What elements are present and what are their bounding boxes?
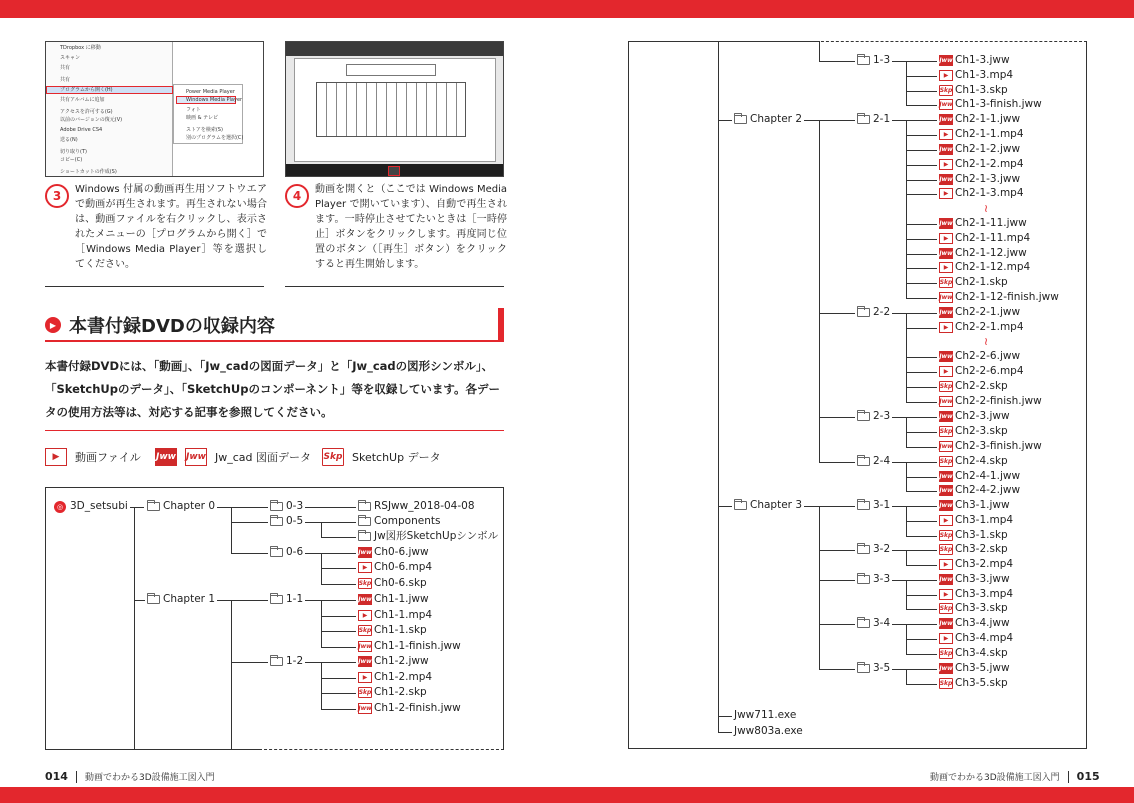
folder-icon — [857, 308, 870, 317]
legend-video-label: 動画ファイル — [75, 451, 141, 464]
file-mp4: ▶ Ch1-1.mp4 — [356, 609, 434, 622]
video-file-icon: ▶ — [939, 559, 953, 570]
box-top-line — [628, 41, 816, 42]
jww-symbol-icon: Jww — [185, 448, 207, 466]
file-skp: Skp Ch2-2.skp — [937, 380, 1010, 393]
jww-file-icon: Jww — [939, 665, 953, 672]
media-player-screenshot — [285, 41, 504, 177]
folder-1-3: 1-3 — [855, 54, 892, 67]
skp-file-icon: Skp — [939, 680, 953, 687]
folder-icon — [857, 575, 870, 584]
file-jww: Jww Ch2-3.jww — [937, 410, 1012, 423]
folder-chapter-1: Chapter 1 — [145, 593, 217, 606]
file-mp4: ▶ Ch0-6.mp4 — [356, 561, 434, 574]
video-file-icon: ▶ — [939, 70, 953, 81]
video-file-icon: ▶ — [358, 610, 372, 621]
folder-icon — [270, 502, 283, 511]
file-jww: Jww Ch2-1-2.jww — [937, 143, 1022, 156]
skp-file-icon: Skp — [322, 448, 344, 466]
folder-icon — [857, 501, 870, 510]
video-file-icon: ▶ — [939, 589, 953, 600]
jww-file-icon: Jww — [155, 448, 177, 466]
folder-chapter-3: Chapter 3 — [732, 499, 804, 512]
folder-icon — [857, 56, 870, 65]
folder-icon — [857, 545, 870, 554]
omission-mark: ≀ — [984, 202, 989, 215]
menu-item-open-with: プログラムから開く(H) — [60, 87, 113, 93]
file-skp: Skp Ch2-4.skp — [937, 455, 1010, 468]
file-mp4: ▶ Ch1-3.mp4 — [937, 69, 1015, 82]
legend-jw — [155, 448, 311, 466]
folder-3-2: 3-2 — [855, 543, 892, 556]
menu-item: コピー(C) — [60, 157, 83, 163]
omission-mark: ≀ — [984, 335, 989, 348]
legend-jw-label: Jw_cad 図面データ — [215, 451, 312, 464]
file-skp: Skp Ch1-1.skp — [356, 624, 429, 637]
file-exe: Jww711.exe — [734, 709, 797, 721]
folder-icon — [147, 502, 160, 511]
file-mp4: ▶ Ch3-2.mp4 — [937, 558, 1015, 571]
jww-file-icon: Jww — [939, 146, 953, 153]
folder-2-4: 2-4 — [855, 455, 892, 468]
video-file-icon: ▶ — [939, 129, 953, 140]
file-jww: Jww Ch2-1-12-finish.jww — [937, 291, 1061, 304]
jww-file-icon: Jww — [358, 658, 372, 665]
folder-icon — [857, 457, 870, 466]
folder-2-2: 2-2 — [855, 306, 892, 319]
video-file-icon: ▶ — [358, 672, 372, 683]
menu-item: 切り取り(T) — [60, 149, 87, 155]
video-file-icon: ▶ — [939, 366, 953, 377]
jww-file-icon: Jww — [939, 220, 953, 227]
submenu-item: Power Media Player — [186, 89, 235, 95]
folder-icon — [857, 115, 870, 124]
file-jww: Jww Ch2-1-3.jww — [937, 173, 1022, 186]
jww-file-icon: Jww — [939, 250, 953, 257]
root-folder: ◎ 3D_setsubi — [52, 500, 130, 513]
folder-0-3: 0-3 — [268, 500, 305, 513]
video-file-icon: ▶ — [939, 233, 953, 244]
folder-icon — [857, 412, 870, 421]
skp-file-icon: Skp — [939, 532, 953, 539]
skp-file-icon: Skp — [358, 580, 372, 587]
file-skp: Skp Ch3-2.skp — [937, 543, 1010, 556]
intro-paragraph: 本書付録DVDには、「動画」、「Jw_cadの図面データ」と「Jw_cadの図形シンボル」、「SketchUpのデータ」、「SketchUpのコンポーネント」等を収録しています。各データの使用方法等は、対応する記事を参照してください。 — [45, 359, 500, 419]
jww-file-icon: Jww — [939, 576, 953, 583]
file-jww: Jww Ch2-3-finish.jww — [937, 440, 1044, 453]
file-skp: Skp Ch3-5.skp — [937, 677, 1010, 690]
step-number: 4 — [285, 184, 309, 208]
folder-jw-symbols: Jw図形SketchUpシンボル — [356, 530, 500, 543]
right-footer — [930, 770, 1100, 783]
skp-file-icon: Skp — [939, 428, 953, 435]
book-title: 動画でわかる3D設備施工図入門 — [930, 773, 1060, 783]
folder-icon — [734, 115, 747, 124]
file-mp4: ▶ Ch2-1-1.mp4 — [937, 128, 1026, 141]
folder-1-1: 1-1 — [268, 593, 305, 606]
submenu-item-wmp: Windows Media Player — [186, 97, 243, 103]
dvd-icon: ◎ — [54, 501, 66, 513]
file-skp: Skp Ch2-1.skp — [937, 276, 1010, 289]
folder-2-1: 2-1 — [855, 113, 892, 126]
step-3 — [45, 182, 267, 272]
file-skp: Skp Ch1-3.skp — [937, 84, 1010, 97]
menu-item: アクセスを許可する(G) — [60, 109, 113, 115]
skp-file-icon: Skp — [358, 689, 372, 696]
video-file-icon: ▶ — [939, 188, 953, 199]
file-mp4: ▶ Ch3-1.mp4 — [937, 514, 1015, 527]
folder-icon — [857, 619, 870, 628]
box-top-dashed — [816, 41, 1087, 42]
divider — [45, 286, 264, 287]
video-file-icon: ▶ — [939, 515, 953, 526]
folder-icon — [358, 517, 371, 526]
folder-3-5: 3-5 — [855, 662, 892, 675]
folder-icon — [734, 501, 747, 510]
footer-divider — [1068, 771, 1069, 783]
file-skp: Skp Ch3-3.skp — [937, 602, 1010, 615]
legend-skp — [322, 448, 441, 466]
page-number: 015 — [1076, 770, 1100, 783]
file-jww: Jww Ch0-6.jww — [356, 546, 431, 559]
jww-file-icon: Jww — [939, 353, 953, 360]
folder-icon — [857, 664, 870, 673]
file-skp: Skp Ch2-3.skp — [937, 425, 1010, 438]
skp-file-icon: Skp — [939, 458, 953, 465]
jww-file-icon: Jww — [939, 176, 953, 183]
skp-file-icon: Skp — [939, 605, 953, 612]
jww-file-icon: Jww — [939, 57, 953, 64]
folder-chapter-2: Chapter 2 — [732, 113, 804, 126]
file-mp4: ▶ Ch2-1-12.mp4 — [937, 261, 1032, 274]
submenu-item: フォト — [186, 107, 201, 113]
legend-video — [45, 448, 141, 466]
jww-file-icon: Jww — [939, 101, 953, 108]
folder-chapter-0: Chapter 0 — [145, 500, 217, 513]
step-number: 3 — [45, 184, 69, 208]
folder-icon — [147, 595, 160, 604]
jww-file-icon: Jww — [939, 294, 953, 301]
file-jww: Jww Ch3-5.jww — [937, 662, 1012, 675]
legend-skp-label: SketchUp データ — [352, 451, 441, 464]
file-jww: Jww Ch2-2-1.jww — [937, 306, 1022, 319]
folder-rsjww: RSJww_2018-04-08 — [356, 500, 477, 513]
jww-file-icon: Jww — [939, 443, 953, 450]
file-jww: Jww Ch1-3-finish.jww — [937, 98, 1044, 111]
file-jww: Jww Ch2-2-6.jww — [937, 350, 1022, 363]
skp-file-icon: Skp — [939, 383, 953, 390]
file-jww: Jww Ch1-1.jww — [356, 593, 431, 606]
folder-3-1: 3-1 — [855, 499, 892, 512]
file-mp4: ▶ Ch3-4.mp4 — [937, 632, 1015, 645]
menu-item: TDropbox に移動 — [60, 45, 101, 51]
file-jww: Jww Ch2-4-2.jww — [937, 484, 1022, 497]
folder-icon — [270, 657, 283, 666]
divider — [285, 286, 504, 287]
section-title: 本書付録DVDの収録内容 — [69, 316, 275, 337]
divider — [45, 430, 504, 431]
folder-icon — [358, 532, 371, 541]
menu-item: 共有アルバムに追加 — [60, 97, 105, 103]
folder-3-3: 3-3 — [855, 573, 892, 586]
jww-file-icon: Jww — [358, 549, 372, 556]
page-number: 014 — [45, 770, 68, 783]
folder-icon — [270, 548, 283, 557]
bottom-red-band — [0, 787, 1134, 803]
jww-file-icon: Jww — [939, 487, 953, 494]
video-file-icon: ▶ — [45, 448, 67, 466]
file-jww: Jww Ch3-1.jww — [937, 499, 1012, 512]
file-mp4: ▶ Ch2-1-11.mp4 — [937, 232, 1032, 245]
menu-item: 送る(N) — [60, 137, 78, 143]
file-skp: Skp Ch3-1.skp — [937, 529, 1010, 542]
file-mp4: ▶ Ch2-2-1.mp4 — [937, 321, 1026, 334]
skp-file-icon: Skp — [358, 627, 372, 634]
folder-3-4: 3-4 — [855, 617, 892, 630]
folder-icon — [270, 517, 283, 526]
submenu-item: 映画 & テレビ — [186, 115, 218, 121]
file-skp: Skp Ch3-4.skp — [937, 647, 1010, 660]
top-red-band — [0, 0, 1134, 18]
play-circle-icon: ▶ — [45, 317, 61, 333]
menu-item: Adobe Drive CS4 — [60, 127, 103, 133]
video-file-icon: ▶ — [939, 633, 953, 644]
left-footer — [45, 770, 215, 783]
submenu-item: ストアを検索(S) — [186, 127, 223, 133]
file-jww: Jww Ch1-2-finish.jww — [356, 702, 463, 715]
skp-file-icon: Skp — [939, 650, 953, 657]
jww-file-icon: Jww — [939, 473, 953, 480]
menu-item: 共有 — [60, 77, 71, 83]
file-jww: Jww Ch2-2-finish.jww — [937, 395, 1044, 408]
video-file-icon: ▶ — [939, 262, 953, 273]
menu-item: スキャン — [60, 55, 81, 61]
step-text: Windows 付属の動画再生用ソフトウエアで動画が再生されます。再生されない場合は、動画ファイルを右クリックし、表示されたメニューの［プログラムから開く］で［Windows Media Player］等を選択してください。 — [75, 184, 267, 270]
section-header — [45, 308, 504, 342]
jww-file-icon: Jww — [358, 705, 372, 712]
video-file-icon: ▶ — [939, 159, 953, 170]
file-jww: Jww Ch1-3.jww — [937, 54, 1012, 67]
jww-file-icon: Jww — [939, 413, 953, 420]
folder-1-2: 1-2 — [268, 655, 305, 668]
jww-file-icon: Jww — [939, 309, 953, 316]
submenu-item: 別のプログラムを選択(C) — [186, 135, 244, 141]
context-menu-screenshot — [45, 41, 264, 177]
file-mp4: ▶ Ch2-2-6.mp4 — [937, 365, 1026, 378]
file-jww: Jww Ch3-4.jww — [937, 617, 1012, 630]
skp-file-icon: Skp — [939, 546, 953, 553]
file-jww: Jww Ch3-3.jww — [937, 573, 1012, 586]
file-mp4: ▶ Ch2-1-2.mp4 — [937, 158, 1026, 171]
file-skp: Skp Ch0-6.skp — [356, 577, 429, 590]
file-jww: Jww Ch1-2.jww — [356, 655, 431, 668]
folder-icon — [358, 502, 371, 511]
file-skp: Skp Ch1-2.skp — [356, 686, 429, 699]
jww-file-icon: Jww — [939, 502, 953, 509]
jww-file-icon: Jww — [358, 643, 372, 650]
menu-item: 共有 — [60, 65, 71, 71]
video-file-icon: ▶ — [358, 562, 372, 573]
file-jww: Jww Ch1-1-finish.jww — [356, 640, 463, 653]
folder-0-6: 0-6 — [268, 546, 305, 559]
folder-components: Components — [356, 515, 442, 528]
jww-file-icon: Jww — [939, 116, 953, 123]
file-jww: Jww Ch2-1-12.jww — [937, 247, 1029, 260]
skp-file-icon: Skp — [939, 87, 953, 94]
folder-icon — [270, 595, 283, 604]
skp-file-icon: Skp — [939, 279, 953, 286]
folder-0-5: 0-5 — [268, 515, 305, 528]
footer-divider — [76, 771, 77, 783]
file-mp4: ▶ Ch3-3.mp4 — [937, 588, 1015, 601]
step-4 — [285, 182, 507, 272]
jww-file-icon: Jww — [939, 620, 953, 627]
menu-item: ショートカットの作成(S) — [60, 169, 117, 175]
box-bottom-dashed — [259, 749, 504, 750]
file-jww: Jww Ch2-1-1.jww — [937, 113, 1022, 126]
file-mp4: ▶ Ch2-1-3.mp4 — [937, 187, 1026, 200]
step-text: 動画を開くと（ここでは Windows Media Player で開いています）、自動で再生されます。一時停止させてたいときは［一時停止］ボタンをクリックします。再度同じ位置のボタン（［再生］ボタン）をクリックすると再生開始します。 — [315, 184, 507, 270]
jww-file-icon: Jww — [358, 596, 372, 603]
box-bottom-line — [45, 749, 259, 750]
menu-item: 以前のバージョンの復元(V) — [60, 117, 123, 123]
file-jww: Jww Ch2-1-11.jww — [937, 217, 1029, 230]
folder-2-3: 2-3 — [855, 410, 892, 423]
book-title: 動画でわかる3D設備施工図入門 — [84, 773, 215, 783]
file-jww: Jww Ch2-4-1.jww — [937, 470, 1022, 483]
file-mp4: ▶ Ch1-2.mp4 — [356, 671, 434, 684]
jww-file-icon: Jww — [939, 398, 953, 405]
video-file-icon: ▶ — [939, 322, 953, 333]
file-exe: Jww803a.exe — [734, 725, 803, 737]
